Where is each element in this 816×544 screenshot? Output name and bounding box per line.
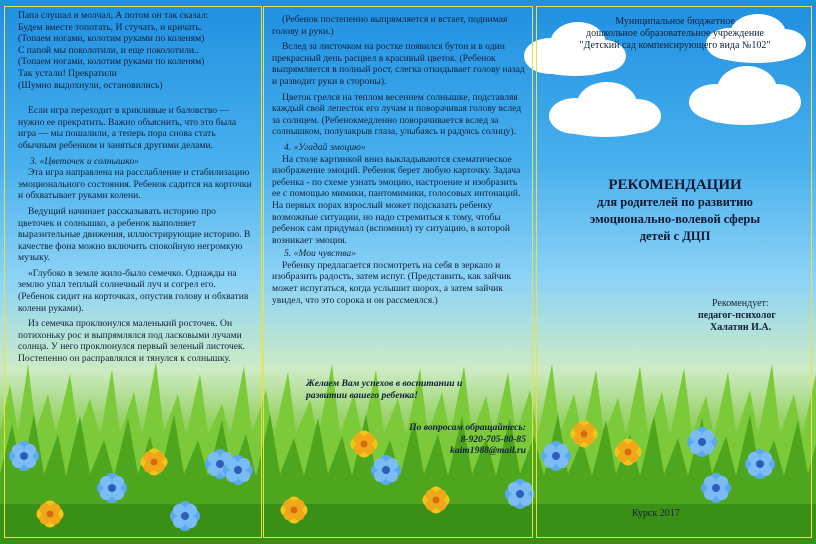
org-line-2: дошкольное образовательное учреждение [586,28,764,39]
heading-my-feelings: 5. «Мои чувства» [284,248,356,260]
organization-block [560,16,790,52]
paragraph-sun: Цветок грелся на теплом весеннем солнышке, подставляя каждый свой лепесток его лучам и поворачивая голову вслед за солнцем. (Ребенокмедленно поворачивается вслед за солнышком, полузакрыв глаза, улыбаясь и радуясь солнцу). [272,91,522,138]
wish-line-1: Желаем Вам успехов в воспитании и [306,378,463,389]
title-line-2: для родителей по развитию [597,195,753,209]
brochure-title [560,176,790,245]
poem-line: С папой мы поколотили, и еще поколотили.. [18,44,199,56]
poem-line: (Топаем ногами, колотим руками по коленям) [18,33,205,45]
paragraph-3a: Эта игра направлена на расслабление и стабилизацию эмоционального состояния. Ребенок садится на корточки и обхватывает руками колени. [18,167,252,202]
title-line-3: эмоционально-волевой сферы [589,212,761,226]
paragraph-3b: Ведущий начинает рассказывать историю про цветочек и солнышко, а ребенок выполняет выразительные движения, иллюстрирующие историю. В качестве фона можно включить спокойную негромкую музыку. [18,205,251,264]
paragraph-bud: Вслед за листочком на ростке появился бутон и в один прекрасный день расцвел в красивый цветок. (Ребенок выпрямляется в полный рост, слегка откидывает голову назад и разводит руки в стороны). [272,41,525,87]
paragraph-game-end: Если игра переходит в крикливые и баловство — нужно ее прекратить. Важно объяснить, что это была игра — мы пошалили, а теперь пора снова стать обычным ребенком и заняться другими делами. [18,105,237,151]
panel-middle-text [272,14,526,306]
paragraph-4: На столе картинкой вниз выкладываются схематическое изображение эмоций. Ребенок берет любую карточку. Задача ребенка - по схеме узнать эмоцию, настроение и изобразить ее с помощью мимики, пантомимики, голосовых интонаций. На первых порах взрослый может подсказать ребенку возможные ситуации, но надо стремиться к тому, чтобы ребенок сам придумал (вспомнил) ту ситуацию, в которой возникает эмоция. [272,153,521,246]
heading-guess-emotion: 4. «Угадай эмоцию» [284,141,366,153]
author-role: педагог-психолог [698,310,776,321]
contact-block [366,422,526,457]
author-name: Халатян И.А. [710,322,772,333]
poem-line: Так устали! Прекратили [18,67,117,79]
panel-left-text [18,10,254,365]
poem-line: (Шумно выдохнули, остановились) [18,79,163,91]
heading-flower-sun: 3. «Цветочек и солнышко» [30,155,139,167]
author-block [698,298,806,334]
title-line-1: РЕКОМЕНДАЦИИ [608,177,742,193]
wish-block [306,378,526,401]
paragraph-3c: «Глубоко в земле жило-было семечко. Однажды на землю упал теплый солнечный луч и согрел его. (Ребенок сидит на корточках, опустив голову и обхватив колени руками). [18,267,249,314]
title-line-4: детей с ДЦП [639,229,711,243]
org-line-3: "Детский сад компенсирующего вида №102" [579,40,771,51]
poem-line: Папа слушал и молчал, А потом он так сказал: [18,10,209,21]
city-year: Курск 2017 [632,508,680,519]
org-line-1: Муниципальное бюджетное [615,16,735,27]
paragraph-continue: (Ребенок постепенно выпрямляется и встает, поднимая голову и руки.) [272,14,508,37]
paragraph-5: Ребенку предлагается посмотреть на себя в зеркало и изобразить радость, затем испуг. (Представить, как зайчик может испугаться, когда услышит шорох, а затем зайчик увидел, что это сорока и он рассмеялся.) [272,259,512,306]
poem-line: Будем вместе топотать, И стучать, и кричать. [18,21,203,33]
contact-email[interactable]: kaim1988@mail.ru [450,445,526,457]
paragraph-3d: Из семечка проклюнулся маленький росточек. Он потихоньку рос и выпрямлялся под ласковыми лучами солнца. У него проклюнулся первый зеленый листочек. Постепенно он расправлялся и тянулся к солнышку. [18,318,246,365]
contact-label: По вопросам обращайтесь: [409,422,526,433]
poem-line: (Топаем ногами, колотим руками по коленям) [18,56,205,68]
contact-phone: 8-920-705-80-85 [460,433,526,445]
recommended-label: Рекомендует: [712,298,769,309]
wish-line-2: развитии вашего ребенка! [306,389,418,401]
panel-right-frame [536,6,812,538]
